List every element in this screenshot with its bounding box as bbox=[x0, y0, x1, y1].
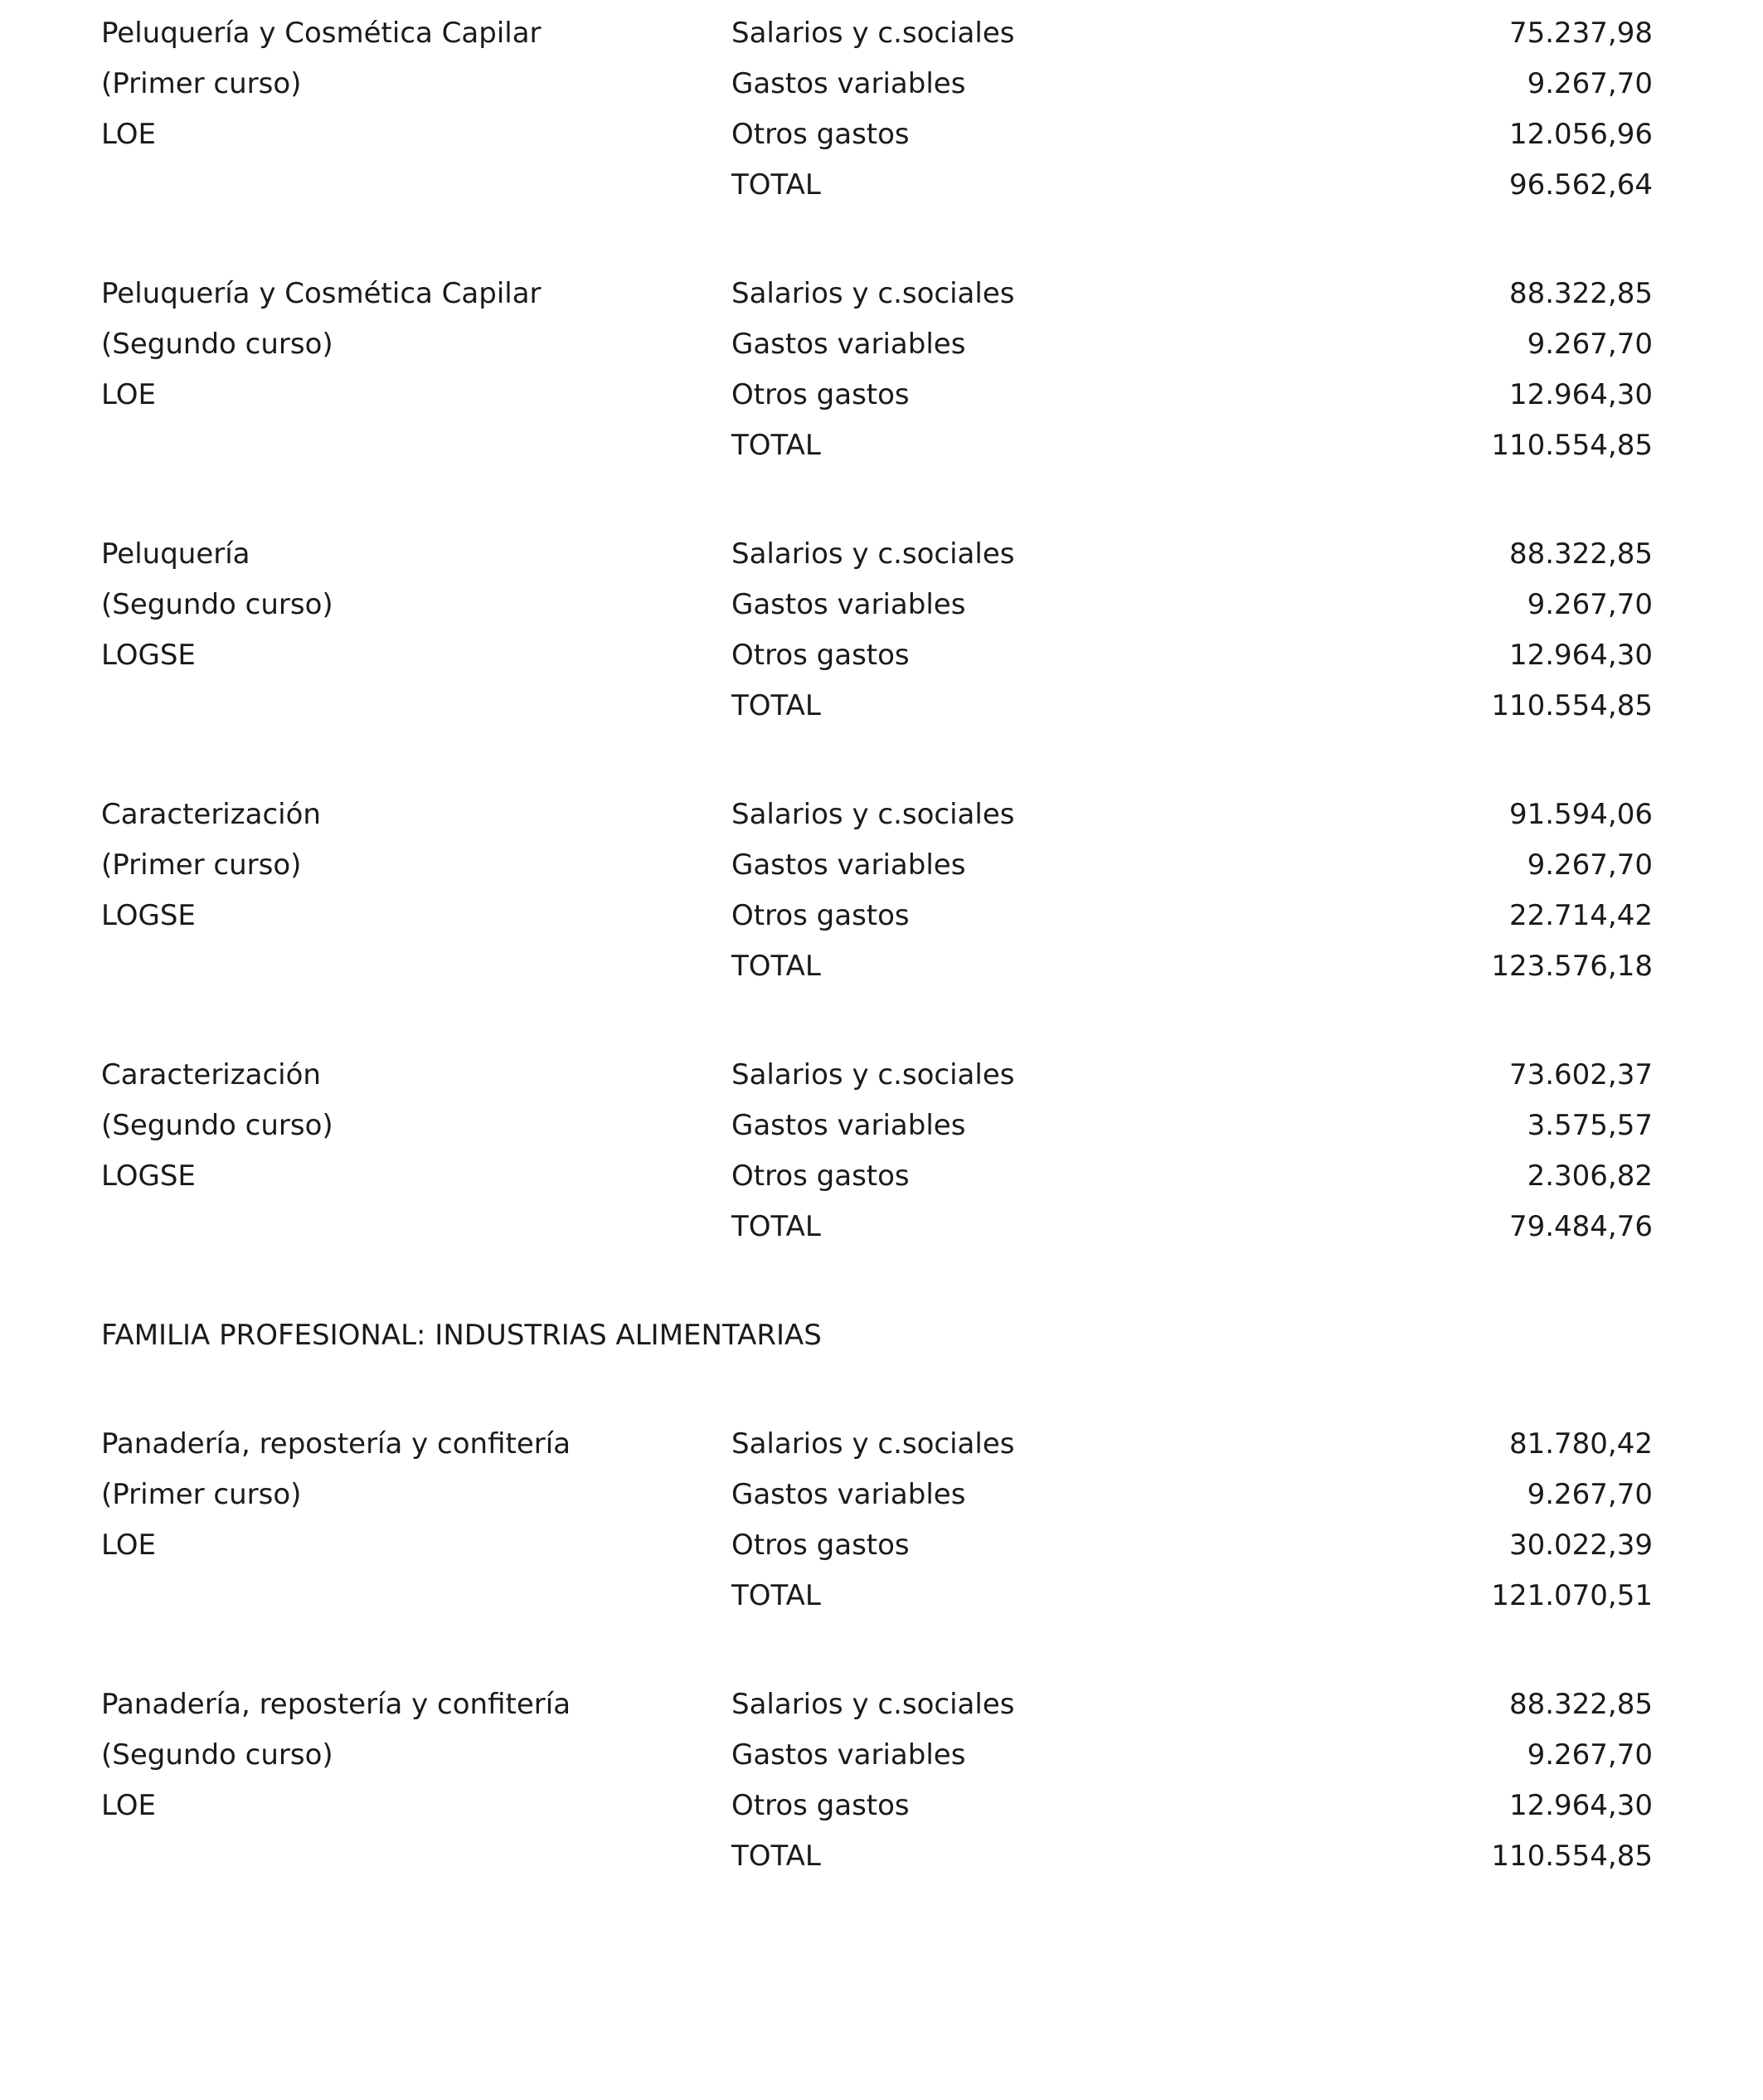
expense-amount-total: 123.576,18 bbox=[1491, 950, 1653, 983]
expense-amount-salaries: 91.594,06 bbox=[1508, 798, 1653, 831]
expense-amount-salaries: 88.322,85 bbox=[1508, 537, 1653, 571]
course-plan: LOE bbox=[101, 378, 156, 411]
course-plan: LOE bbox=[101, 1789, 156, 1822]
expense-amount-variable: 9.267,70 bbox=[1527, 848, 1653, 882]
course-name: Peluquería bbox=[101, 537, 250, 571]
expense-amount-salaries: 88.322,85 bbox=[1508, 1688, 1653, 1721]
expense-label-total: TOTAL bbox=[731, 950, 821, 983]
spacer-cell bbox=[101, 681, 731, 732]
spacer-cell bbox=[101, 1831, 731, 1882]
expense-label-other: Otros gastos bbox=[731, 1159, 910, 1193]
spacer-cell bbox=[101, 941, 731, 992]
expense-amount-variable: 9.267,70 bbox=[1527, 67, 1653, 100]
course-plan: LOGSE bbox=[101, 899, 196, 932]
course-year: (Segundo curso) bbox=[101, 1738, 333, 1772]
course-year: (Segundo curso) bbox=[101, 588, 333, 621]
expense-label-salaries: Salarios y c.sociales bbox=[731, 1058, 1015, 1091]
course-cost-block bbox=[101, 790, 1653, 992]
expense-label-other: Otros gastos bbox=[731, 1789, 910, 1822]
expense-label-variable: Gastos variables bbox=[731, 848, 966, 882]
course-name: Caracterización bbox=[101, 1058, 321, 1091]
course-cost-block bbox=[101, 1419, 1653, 1621]
expense-amount-other: 12.964,30 bbox=[1508, 639, 1653, 672]
expense-amount-salaries: 73.602,37 bbox=[1508, 1058, 1653, 1091]
expense-label-other: Otros gastos bbox=[731, 1529, 910, 1562]
course-year: (Primer curso) bbox=[101, 1478, 302, 1511]
expense-amount-variable: 9.267,70 bbox=[1527, 328, 1653, 361]
expense-amount-variable: 9.267,70 bbox=[1527, 1478, 1653, 1511]
expense-amount-other: 30.022,39 bbox=[1508, 1529, 1653, 1562]
course-plan: LOE bbox=[101, 1529, 156, 1562]
expense-amount-total: 79.484,76 bbox=[1508, 1210, 1653, 1243]
course-name: Caracterización bbox=[101, 798, 321, 831]
expense-amount-total: 110.554,85 bbox=[1491, 429, 1653, 462]
course-year: (Segundo curso) bbox=[101, 1109, 333, 1142]
expense-amount-salaries: 81.780,42 bbox=[1508, 1427, 1653, 1461]
expense-amount-other: 2.306,82 bbox=[1527, 1159, 1653, 1193]
course-plan: LOGSE bbox=[101, 1159, 196, 1193]
course-cost-block bbox=[101, 1050, 1653, 1252]
expense-amount-total: 96.562,64 bbox=[1508, 168, 1653, 202]
expense-amount-other: 12.056,96 bbox=[1508, 118, 1653, 151]
expense-amount-variable: 9.267,70 bbox=[1527, 1738, 1653, 1772]
expense-label-salaries: Salarios y c.sociales bbox=[731, 1688, 1015, 1721]
expense-label-total: TOTAL bbox=[731, 168, 821, 202]
expense-amount-salaries: 88.322,85 bbox=[1508, 277, 1653, 310]
expense-label-variable: Gastos variables bbox=[731, 588, 966, 621]
course-name: Panadería, repostería y confitería bbox=[101, 1427, 571, 1461]
course-plan: LOE bbox=[101, 118, 156, 151]
spacer-cell bbox=[101, 420, 731, 471]
course-year: (Primer curso) bbox=[101, 67, 302, 100]
course-plan: LOGSE bbox=[101, 639, 196, 672]
course-name: Panadería, repostería y confitería bbox=[101, 1688, 571, 1721]
expense-label-variable: Gastos variables bbox=[731, 67, 966, 100]
expense-amount-total: 110.554,85 bbox=[1491, 1840, 1653, 1873]
expense-label-variable: Gastos variables bbox=[731, 1109, 966, 1142]
expense-label-variable: Gastos variables bbox=[731, 1738, 966, 1772]
course-year: (Primer curso) bbox=[101, 848, 302, 882]
course-cost-block bbox=[101, 529, 1653, 732]
expense-amount-total: 121.070,51 bbox=[1491, 1579, 1653, 1612]
course-name: Peluquería y Cosmética Capilar bbox=[101, 277, 542, 310]
expense-amount-other: 12.964,30 bbox=[1508, 1789, 1653, 1822]
expense-label-variable: Gastos variables bbox=[731, 1478, 966, 1511]
expense-label-salaries: Salarios y c.sociales bbox=[731, 1427, 1015, 1461]
expense-label-salaries: Salarios y c.sociales bbox=[731, 537, 1015, 571]
expense-label-salaries: Salarios y c.sociales bbox=[731, 798, 1015, 831]
spacer-cell bbox=[101, 160, 731, 211]
expense-amount-variable: 9.267,70 bbox=[1527, 588, 1653, 621]
course-cost-block bbox=[101, 269, 1653, 471]
expense-amount-other: 22.714,42 bbox=[1508, 899, 1653, 932]
expense-amount-total: 110.554,85 bbox=[1491, 689, 1653, 722]
expense-label-total: TOTAL bbox=[731, 1840, 821, 1873]
expense-label-other: Otros gastos bbox=[731, 899, 910, 932]
course-year: (Segundo curso) bbox=[101, 328, 333, 361]
expense-label-total: TOTAL bbox=[731, 1210, 821, 1243]
course-name: Peluquería y Cosmética Capilar bbox=[101, 17, 542, 50]
expense-label-other: Otros gastos bbox=[731, 118, 910, 151]
expense-label-total: TOTAL bbox=[731, 689, 821, 722]
spacer-cell bbox=[101, 1202, 731, 1252]
spacer-cell bbox=[101, 1571, 731, 1621]
course-cost-block bbox=[101, 1680, 1653, 1882]
expense-label-salaries: Salarios y c.sociales bbox=[731, 277, 1015, 310]
expense-label-other: Otros gastos bbox=[731, 639, 910, 672]
family-heading: FAMILIA PROFESIONAL: INDUSTRIAS ALIMENTARIAS bbox=[101, 1319, 822, 1352]
expense-label-salaries: Salarios y c.sociales bbox=[731, 17, 1015, 50]
expense-amount-variable: 3.575,57 bbox=[1527, 1109, 1653, 1142]
expense-label-other: Otros gastos bbox=[731, 378, 910, 411]
expense-label-total: TOTAL bbox=[731, 1579, 821, 1612]
expense-label-variable: Gastos variables bbox=[731, 328, 966, 361]
expense-amount-other: 12.964,30 bbox=[1508, 378, 1653, 411]
expense-amount-salaries: 75.237,98 bbox=[1508, 17, 1653, 50]
course-cost-block bbox=[101, 8, 1653, 211]
expense-label-total: TOTAL bbox=[731, 429, 821, 462]
